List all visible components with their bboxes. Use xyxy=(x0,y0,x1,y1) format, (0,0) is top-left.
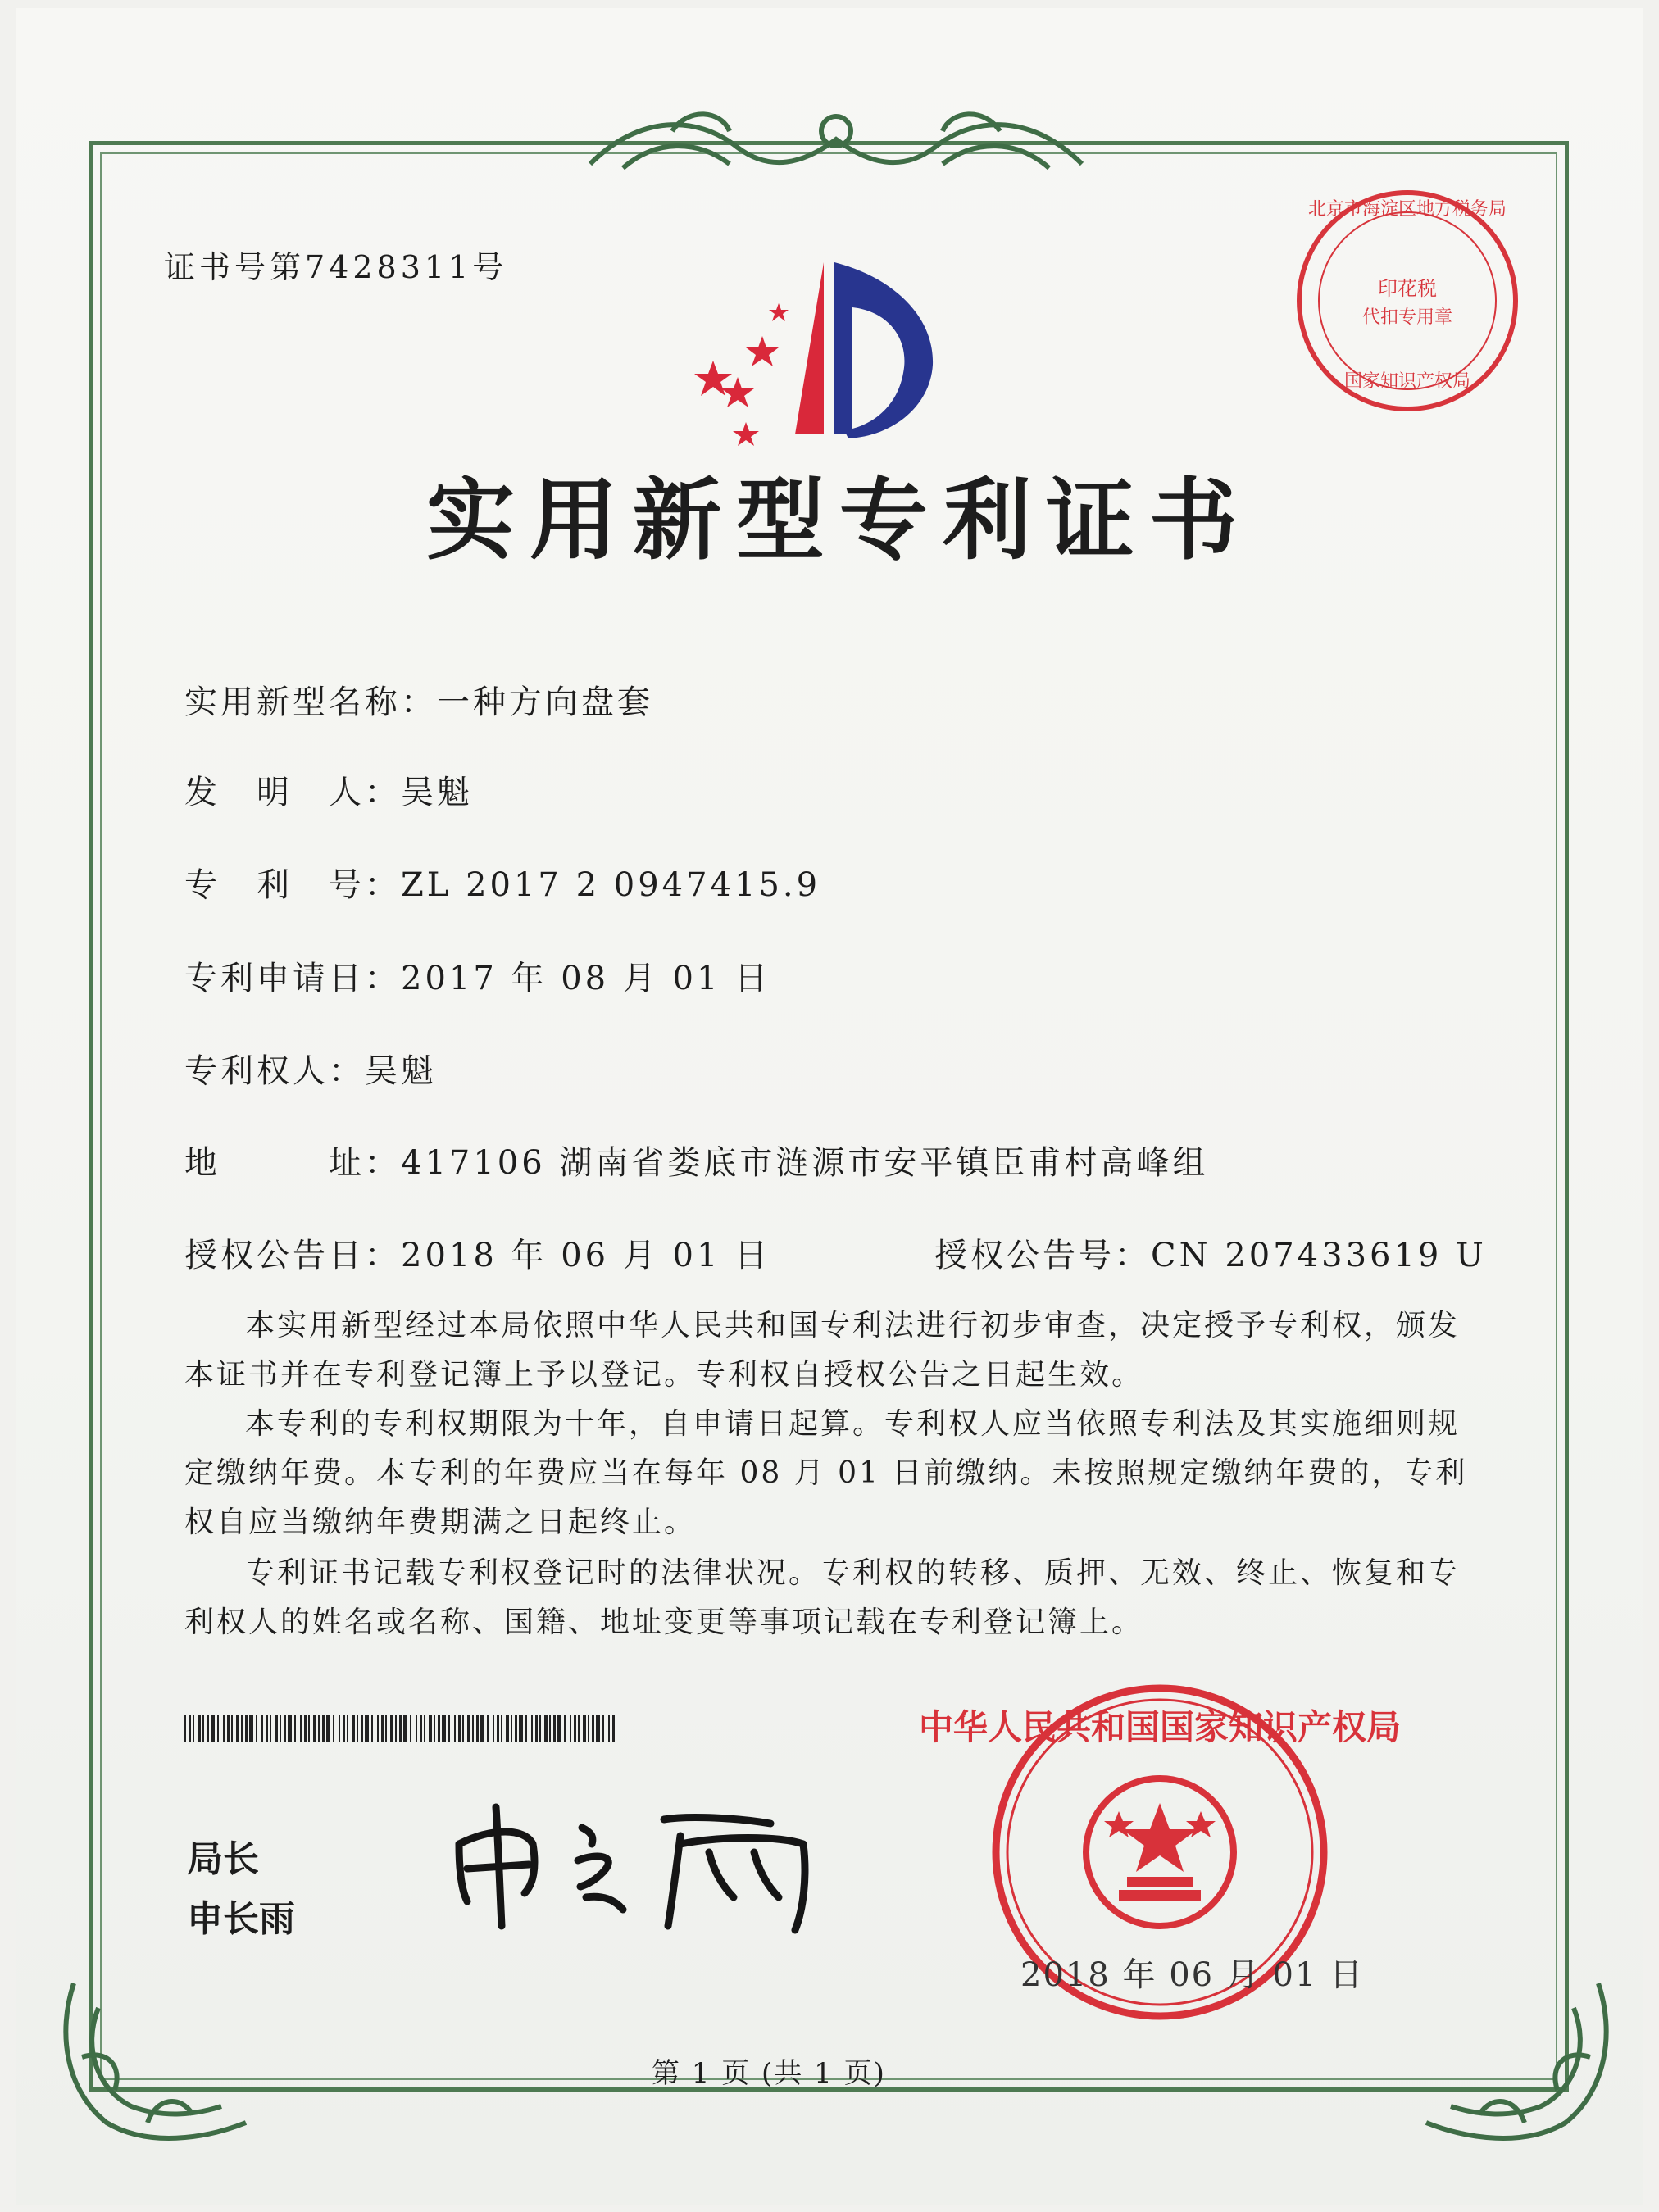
barcode-bar xyxy=(377,1715,379,1742)
grant-date-row xyxy=(184,1229,770,1276)
barcode-bar xyxy=(339,1715,340,1742)
page-number: 第 1 页 (共 1 页) xyxy=(652,2057,886,2090)
barcode-bar xyxy=(519,1715,523,1742)
barcode-bar xyxy=(223,1715,225,1742)
barcode-bar xyxy=(241,1715,243,1742)
barcode-bar xyxy=(429,1715,432,1742)
barcode-bar xyxy=(284,1715,286,1742)
bottom-right-ornament xyxy=(1410,1959,1623,2155)
address-value: 417106 湖南省娄底市涟源市安平镇臣甫村高峰组 xyxy=(401,1144,1209,1182)
barcode-bar xyxy=(227,1715,230,1742)
grant-number-label: 授权公告号： xyxy=(934,1237,1151,1274)
barcode-bar xyxy=(476,1715,479,1742)
seal-text: 中华人民共和国国家知识产权局 xyxy=(918,1707,1402,1747)
director-signature xyxy=(443,1795,836,1934)
barcode-bar xyxy=(365,1715,369,1742)
patent-number-row xyxy=(184,859,820,906)
barcode-bar xyxy=(553,1715,556,1742)
barcode-bar xyxy=(557,1715,561,1742)
barcode-bar xyxy=(231,1715,233,1742)
barcode-bar xyxy=(381,1715,384,1742)
barcode-bar xyxy=(515,1715,517,1742)
barcode-bar xyxy=(472,1715,474,1742)
barcode-bar xyxy=(322,1715,325,1742)
inventor-value: 吴魁 xyxy=(401,774,473,811)
barcode-bar xyxy=(357,1715,358,1742)
barcode-bar xyxy=(189,1715,191,1742)
tax-stamp-seal xyxy=(1289,182,1526,420)
barcode-bar xyxy=(525,1715,527,1742)
barcode-bar xyxy=(487,1715,489,1742)
barcode-bar xyxy=(592,1715,594,1742)
grant-number-row xyxy=(934,1229,1487,1276)
patentee-value: 吴魁 xyxy=(365,1052,437,1090)
barcode-bar xyxy=(304,1715,307,1742)
barcode-bar xyxy=(420,1715,422,1742)
barcode-bar xyxy=(399,1715,402,1742)
barcode-bar xyxy=(256,1715,257,1742)
bottom-left-ornament xyxy=(49,1959,262,2155)
patent-number-value: ZL 2017 2 0947415.9 xyxy=(401,866,821,904)
barcode-bar xyxy=(480,1715,484,1742)
body-paragraph-2: 本专利的专利权期限为十年，自申请日起算。专利权人应当依照专利法及其实施细则规定缴纳年费。本专利的年费应当在每年 08 月 01 日前缴纳。未按照规定缴纳年费的，专利权自应当缴纳年费期满之日起终止。 xyxy=(184,1407,1468,1539)
grant-date-value: 2018 年 06 月 01 日 xyxy=(401,1237,771,1274)
barcode-bar xyxy=(236,1715,239,1742)
application-date-label: 专利申请日： xyxy=(184,960,401,997)
barcode-bar xyxy=(261,1715,263,1742)
barcode-bar xyxy=(564,1715,566,1742)
seal-date: 2018 年 06 月 01 日 xyxy=(1020,1956,1365,1994)
cnipa-logo-icon xyxy=(689,246,967,443)
barcode-bar xyxy=(288,1715,292,1742)
barcode-bar xyxy=(608,1715,610,1742)
barcode-bar xyxy=(602,1715,604,1742)
patentee-label: 专利权人： xyxy=(184,1052,365,1090)
barcode-bar xyxy=(193,1715,194,1742)
barcode-bar xyxy=(578,1715,580,1742)
barcode-bar xyxy=(612,1715,615,1742)
barcode-bar xyxy=(544,1715,548,1742)
barcode-bar xyxy=(318,1715,320,1742)
barcode-bar xyxy=(596,1715,600,1742)
barcode-bar xyxy=(294,1715,296,1742)
barcode-bar xyxy=(217,1715,219,1742)
barcode-bar xyxy=(462,1715,464,1742)
address-label: 地 址： xyxy=(184,1144,401,1182)
inventor-row xyxy=(184,766,473,813)
barcode-bar xyxy=(539,1715,541,1742)
barcode-bar xyxy=(493,1715,494,1742)
barcode-bar xyxy=(497,1715,499,1742)
barcode-bar xyxy=(583,1715,586,1742)
barcode-bar xyxy=(416,1715,417,1742)
barcode-bar xyxy=(424,1715,425,1742)
barcode-bar xyxy=(395,1715,397,1742)
barcode-bar xyxy=(588,1715,589,1742)
barcode-bar xyxy=(211,1715,215,1742)
barcode-bar xyxy=(371,1715,373,1742)
barcode-bar xyxy=(390,1715,393,1742)
barcode-bar xyxy=(438,1715,440,1742)
barcode-bar xyxy=(249,1715,253,1742)
barcode-bar xyxy=(270,1715,271,1742)
patent-number-label: 专 利 号： xyxy=(184,866,401,904)
barcode-bar xyxy=(352,1715,355,1742)
application-date-row xyxy=(184,952,770,999)
barcode-bar xyxy=(549,1715,551,1742)
tax-stamp-lower-text: 国家知识产权局 xyxy=(1343,371,1471,392)
barcode-bar xyxy=(501,1715,502,1742)
barcode-bar xyxy=(313,1715,316,1742)
barcode-bar xyxy=(531,1715,533,1742)
barcode-bar xyxy=(202,1715,204,1742)
address-row xyxy=(184,1137,1208,1183)
tax-stamp-center-text-2: 代扣专用章 xyxy=(1361,307,1453,328)
barcode-bar xyxy=(442,1715,446,1742)
barcode-bar xyxy=(574,1715,576,1742)
utility-model-name-label: 实用新型名称： xyxy=(184,684,437,721)
barcode-bar xyxy=(333,1715,334,1742)
barcode-bar xyxy=(434,1715,435,1742)
utility-model-name-row xyxy=(184,676,653,723)
barcode-bar xyxy=(308,1715,310,1742)
barcode-bar xyxy=(198,1715,201,1742)
barcode-bar xyxy=(361,1715,363,1742)
barcode-bar xyxy=(280,1715,281,1742)
barcode-bar xyxy=(454,1715,456,1742)
director-title: 局长 xyxy=(187,1838,259,1880)
barcode-bar xyxy=(570,1715,571,1742)
certificate-number: 证书号第7428311号 xyxy=(164,249,508,285)
application-date-value: 2017 年 08 月 01 日 xyxy=(401,960,771,997)
barcode-bar xyxy=(326,1715,330,1742)
director-name: 申长雨 xyxy=(187,1898,295,1940)
barcode-bar xyxy=(410,1715,411,1742)
tax-stamp-center-text: 印花税 xyxy=(1378,277,1437,300)
utility-model-name-value: 一种方向盘套 xyxy=(437,684,653,721)
barcode-bar xyxy=(184,1715,186,1742)
barcode-bar xyxy=(467,1715,470,1742)
grant-number-value: CN 207433619 U xyxy=(1151,1237,1487,1274)
barcode-bar xyxy=(458,1715,461,1742)
barcode xyxy=(184,1715,619,1742)
barcode-bar xyxy=(207,1715,209,1742)
barcode-bar xyxy=(245,1715,248,1742)
barcode-bar xyxy=(511,1715,512,1742)
grant-date-label: 授权公告日： xyxy=(184,1237,401,1274)
barcode-bar xyxy=(266,1715,268,1742)
certificate-title: 实用新型专利证书 xyxy=(426,470,1253,572)
barcode-bar xyxy=(535,1715,538,1742)
barcode-bar xyxy=(275,1715,278,1742)
inventor-label: 发 明 人： xyxy=(184,774,401,811)
body-paragraph-3: 专利证书记载专利权登记时的法律状况。专利权的转移、质押、无效、终止、恢复和专利权人的姓名或名称、国籍、地址变更等事项记载在专利登记簿上。 xyxy=(184,1556,1461,1639)
barcode-bar xyxy=(300,1715,302,1742)
barcode-bar xyxy=(385,1715,387,1742)
barcode-bar xyxy=(506,1715,509,1742)
barcode-bar xyxy=(403,1715,407,1742)
barcode-bar xyxy=(343,1715,345,1742)
barcode-bar xyxy=(448,1715,450,1742)
body-paragraph-1: 本实用新型经过本局依照中华人民共和国专利法进行初步审查，决定授予专利权，颁发本证书并在专利登记簿上予以登记。专利权自授权公告之日起生效。 xyxy=(184,1309,1461,1392)
patentee-row xyxy=(184,1045,437,1092)
barcode-bar xyxy=(347,1715,348,1742)
tax-stamp-outer-text: 北京市海淀区地方税务局 xyxy=(1307,199,1507,220)
top-ornament xyxy=(574,98,1098,188)
